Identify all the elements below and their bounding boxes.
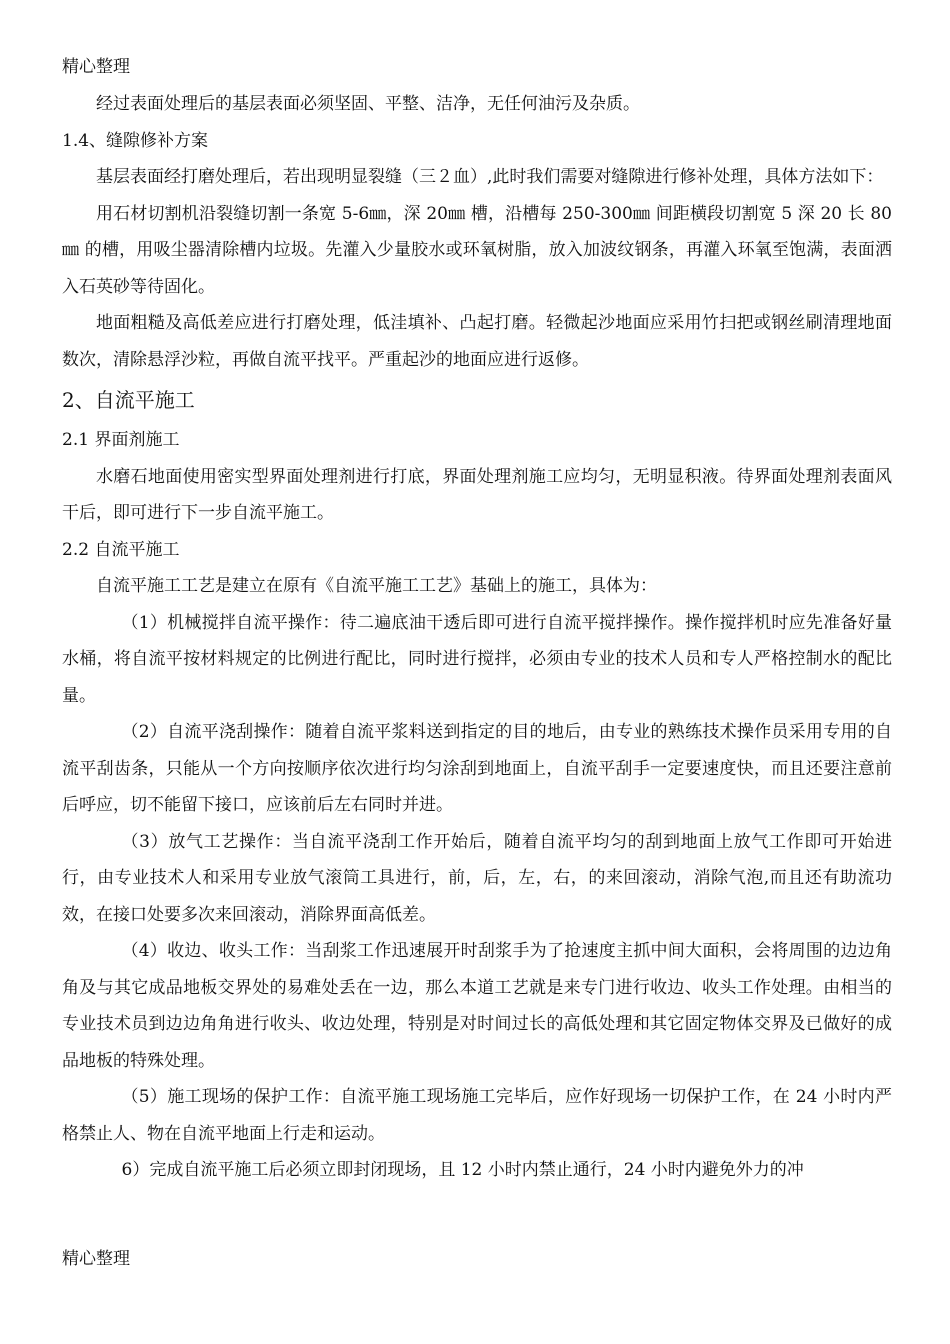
paragraph-step-4: （4）收边、收头工作：当刮浆工作迅速展开时刮浆手为了抢速度主抓中间大面积，会将周围的边边角角及与其它成品地板交界处的易难处丢在一边，那么本道工艺就是来专门进行收边、收头工作处理。由相当的专业技术员到边边角角进行收头、收边处理，特别是对时间过长的高低处理和其它固定物体交界及已做好的成品地板的特殊处理。 bbox=[62, 941, 892, 1071]
paragraph-step-2: （2）自流平浇刮操作：随着自流平浆料送到指定的目的地后，由专业的熟练技术操作员采用专用的自流平刮齿条，只能从一个方向按顺序依次进行均匀涂刮到地面上，自流平刮手一定要速度快，而且还要注意前后呼应，切不能留下接口，应该前后左右同时并进。 bbox=[62, 722, 892, 815]
section-heading-2-2: 2.2 自流平施工 bbox=[62, 539, 180, 560]
paragraph-process-intro: 自流平施工工艺是建立在原有《自流平施工工艺》基础上的施工，具体为： bbox=[96, 576, 657, 596]
paragraph-step-1: （1）机械搅拌自流平操作：待二遍底油干透后即可进行自流平搅拌操作。操作搅拌机时应先准备好量水桶，将自流平按材料规定的比例进行配比，同时进行搅拌，必须由专业的技术人员和专人严格控制水的配比量。 bbox=[62, 612, 892, 706]
paragraph-surface-requirement: 经过表面处理后的基层表面必须坚固、平整、洁净，无任何油污及杂质。 bbox=[96, 94, 640, 114]
paragraph-crack-intro: 基层表面经打磨处理后，若出现明显裂缝（三２血）,此时我们需要对缝隙进行修补处理，具体方法如下： bbox=[96, 167, 884, 187]
document-body bbox=[62, 86, 892, 1189]
paragraph-interface-agent: 水磨石地面使用密实型界面处理剂进行打底，界面处理剂施工应均匀，无明显积液。待界面处理剂表面风干后，即可进行下一步自流平施工。 bbox=[62, 466, 892, 523]
page-footer: 精心整理 bbox=[62, 1249, 130, 1269]
paragraph-step-6: 6）完成自流平施工后必须立即封闭现场，且 12 小时内禁止通行，24 小时内避免外力的冲 bbox=[121, 1160, 804, 1180]
section-heading-2-1: 2.1 界面剂施工 bbox=[62, 430, 180, 450]
section-heading-1-4: 1.4、缝隙修补方案 bbox=[62, 130, 209, 151]
paragraph-grinding: 地面粗糙及高低差应进行打磨处理，低洼填补、凸起打磨。轻微起沙地面应采用竹扫把或钢丝刷清理地面数次，清除悬浮沙粒，再做自流平找平。严重起沙的地面应进行返修。 bbox=[62, 313, 892, 370]
section-heading-2: 2、自流平施工 bbox=[62, 388, 195, 412]
paragraph-step-3: （3）放气工艺操作：当自流平浇刮工作开始后，随着自流平均匀的刮到地面上放气工作即可开始进行，由专业技术人和采用专业放气滚筒工具进行，前，后，左，右，的来回滚动，消除气泡,而且还有助流功效，在接口处要多次来回滚动，消除界面高低差。 bbox=[62, 831, 892, 925]
page-header: 精心整理 bbox=[62, 57, 130, 77]
paragraph-step-5: （5）施工现场的保护工作：自流平施工现场施工完毕后，应作好现场一切保护工作，在 24 小时内严格禁止人、物在自流平地面上行走和运动。 bbox=[62, 1087, 892, 1144]
paragraph-crack-method: 用石材切割机沿裂缝切割一条宽 5-6㎜，深 20㎜ 槽，沿槽每 250-300㎜ 间距横段切割宽 5 深 20 长 80㎜ 的槽，用吸尘器清除槽内垃圾。先灌入少量胶水或环氧树脂，放入加波纹钢条，再灌入环氧至饱满，表面洒入石英砂等待固化。 bbox=[62, 203, 892, 297]
